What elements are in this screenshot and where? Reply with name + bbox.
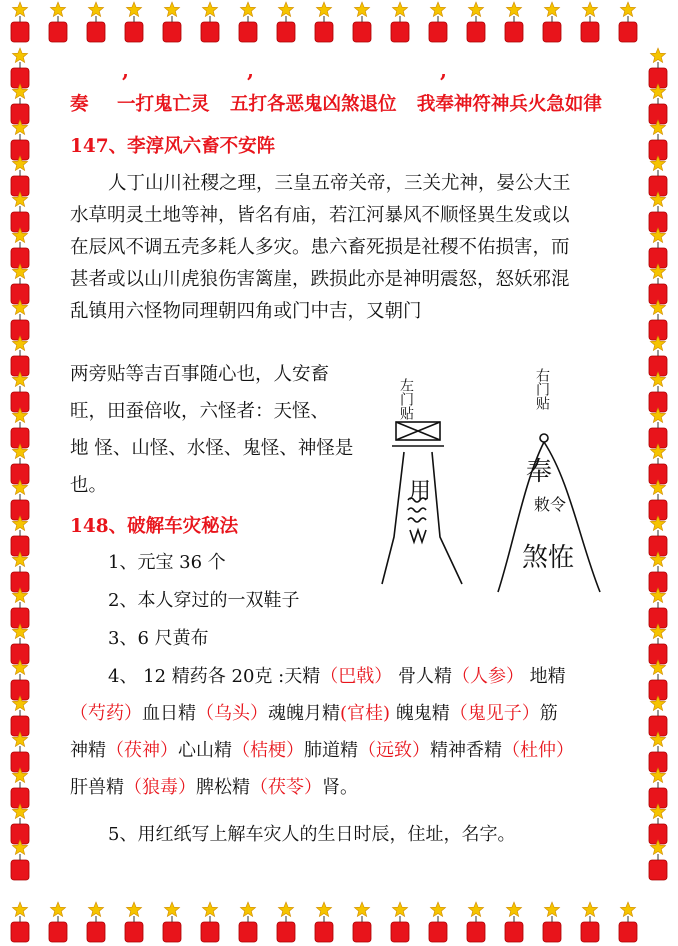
ingredient-text: 脾松精 — [196, 777, 250, 798]
herb-name: （杜仲） — [502, 740, 574, 761]
candle-icon — [649, 480, 667, 520]
ingredient-text: 筋 — [539, 703, 558, 724]
candle-border-bottom — [0, 900, 678, 946]
candle-icon — [649, 48, 667, 88]
candle-icon — [649, 768, 667, 808]
para-line: 人丁山川社稷之理，三皇五帝关帝，三关尤神，晏公大王 — [108, 173, 571, 194]
item4-line — [70, 736, 574, 762]
ingredient-text: 骨人精 — [392, 666, 452, 687]
list-item: 2、本人穿过的一双鞋子 — [108, 590, 300, 611]
candle-icon — [353, 2, 371, 42]
candle-icon — [11, 336, 29, 376]
candle-icon — [11, 300, 29, 340]
candle-icon — [649, 840, 667, 880]
para-line: 地 怪、山怪、水怪、鬼怪、神怪是 — [70, 438, 354, 459]
ingredient-text: 神精 — [70, 740, 106, 761]
herb-name: (官桂) — [340, 703, 391, 724]
ingredient-text: 精神香精 — [430, 740, 502, 761]
ingredient-text: 心山精 — [178, 740, 232, 761]
candle-icon — [11, 768, 29, 808]
candle-icon — [467, 2, 485, 42]
talisman-right-dot — [540, 434, 548, 442]
talisman-left-leg — [382, 452, 404, 584]
candle-icon — [619, 902, 637, 942]
ingredient-text: 肺道精 — [304, 740, 358, 761]
item4-line — [70, 699, 558, 725]
para-line: 也。 — [70, 475, 108, 496]
candle-icon — [11, 660, 29, 700]
ingredient-text: 魂魄月精 — [268, 703, 340, 724]
talisman-left-cross — [396, 422, 440, 440]
candle-icon — [649, 264, 667, 304]
candle-icon — [201, 902, 219, 942]
candle-icon — [649, 84, 667, 124]
talisman-left-leg — [432, 452, 462, 584]
candle-icon — [11, 732, 29, 772]
ingredient-text: 4、 12 精药各 20克 :天精 — [108, 666, 321, 687]
comma-mark: , — [122, 58, 129, 82]
talisman-left-label: 左门贴 — [398, 378, 414, 420]
herb-name: （芍药） — [70, 703, 142, 724]
candle-icon — [163, 2, 181, 42]
candle-icon — [649, 732, 667, 772]
para-line: 两旁贴等吉百事随心也，人安畜 — [70, 364, 330, 385]
candle-icon — [11, 120, 29, 160]
candle-icon — [391, 902, 409, 942]
candle-icon — [239, 2, 257, 42]
herb-name: （桔梗） — [232, 740, 304, 761]
para-line: 在辰风不调五壳多耗人多灾。患六畜死损是社稷不佑损害，而 — [70, 237, 570, 258]
candle-icon — [11, 156, 29, 196]
candle-icon — [87, 902, 105, 942]
para-line: 乱镇用六怪物同理朝四角或门中吉，又朝门 — [70, 301, 422, 322]
header-seg: 我奉神符神兵火急如律 — [416, 94, 602, 115]
candle-icon — [649, 624, 667, 664]
list-item: 5、用红纸写上解车灾人的生日时辰，住址，名字。 — [108, 824, 516, 845]
candle-icon — [649, 120, 667, 160]
candle-icon — [391, 2, 409, 42]
talisman-right-glyph: 煞恠 — [522, 543, 575, 573]
candle-icon — [649, 696, 667, 736]
candle-icon — [649, 804, 667, 844]
item4-line — [70, 773, 358, 799]
candle-icon — [87, 2, 105, 42]
header-seg: 奏 — [70, 94, 89, 115]
candle-icon — [649, 228, 667, 268]
candle-icon — [649, 408, 667, 448]
candle-icon — [467, 902, 485, 942]
herb-name: （巴戟） — [320, 666, 393, 687]
ingredient-text: 肾。 — [322, 777, 358, 798]
item4-line — [108, 662, 566, 688]
section-147-title: 147、李淳风六畜不安阵 — [70, 136, 276, 157]
candle-icon — [543, 2, 561, 42]
herb-name: （茯神） — [106, 740, 178, 761]
section-147-paragraph — [70, 168, 630, 328]
candle-icon — [163, 902, 181, 942]
candle-icon — [49, 2, 67, 42]
talisman-left-glyph: 用 — [409, 479, 432, 504]
door-talisman-drawing — [374, 362, 624, 598]
candle-icon — [239, 902, 257, 942]
candle-icon — [619, 2, 637, 42]
candle-icon — [543, 902, 561, 942]
candle-icon — [649, 156, 667, 196]
candle-icon — [11, 192, 29, 232]
candle-border-right — [638, 0, 678, 946]
candle-border-left — [0, 0, 40, 946]
list-item: 3、6 尺黄布 — [108, 628, 209, 649]
candle-icon — [649, 300, 667, 340]
herb-name: （乌头） — [196, 703, 268, 724]
candle-icon — [125, 2, 143, 42]
herb-name: （远致） — [358, 740, 430, 761]
candle-icon — [581, 2, 599, 42]
para-line: 水草明灵土地等神，皆名有庙，若江河暴风不顺怪異生发或以 — [70, 205, 570, 226]
candle-icon — [649, 660, 667, 700]
candle-icon — [11, 264, 29, 304]
section-148-title: 148、破解车灾秘法 — [70, 516, 239, 537]
candle-icon — [11, 444, 29, 484]
candle-icon — [649, 372, 667, 412]
candle-icon — [201, 2, 219, 42]
header-seg: 一打鬼亡灵 — [116, 94, 210, 115]
ingredient-text: 魄鬼精 — [390, 703, 450, 724]
comma-mark: , — [440, 58, 447, 82]
candle-border-top — [0, 0, 678, 46]
candle-icon — [505, 2, 523, 42]
candle-icon — [649, 552, 667, 592]
candle-icon — [649, 336, 667, 376]
candle-icon — [11, 372, 29, 412]
talisman-right-glyph: 敕令 — [534, 495, 567, 514]
candle-icon — [49, 902, 67, 942]
candle-icon — [353, 902, 371, 942]
candle-icon — [649, 444, 667, 484]
candle-icon — [11, 624, 29, 664]
candle-icon — [11, 48, 29, 88]
candle-icon — [11, 840, 29, 880]
header-seg: 五打各恶鬼凶煞退位 — [229, 94, 397, 115]
ingredient-text: 肝兽精 — [70, 777, 124, 798]
candle-icon — [649, 516, 667, 556]
ingredient-text: 血日精 — [142, 703, 196, 724]
candle-icon — [11, 804, 29, 844]
list-item: 1、元宝 36 个 — [108, 552, 226, 573]
candle-icon — [125, 902, 143, 942]
ingredient-text: 地精 — [523, 666, 566, 687]
candle-icon — [11, 228, 29, 268]
herb-name: （人参） — [451, 666, 524, 687]
candle-icon — [11, 84, 29, 124]
candle-icon — [315, 2, 333, 42]
herb-name: （鬼见子） — [449, 703, 540, 724]
candle-icon — [581, 902, 599, 942]
candle-icon — [315, 902, 333, 942]
candle-icon — [11, 552, 29, 592]
candle-icon — [277, 2, 295, 42]
para-line: 甚者或以山川虎狼伤害篱崖，跌损此亦是神明震怒，怒妖邪混 — [70, 269, 570, 290]
candle-icon — [505, 902, 523, 942]
candle-icon — [11, 696, 29, 736]
talisman-header — [70, 90, 602, 116]
document-page — [62, 58, 622, 898]
herb-name: （茯苓） — [250, 777, 322, 798]
talisman-right-glyph: 奉 — [526, 457, 553, 487]
section-147-side-text — [70, 356, 370, 504]
candle-icon — [649, 588, 667, 628]
para-line: 旺，田蚕倍收，六怪者：天怪、 — [70, 401, 330, 422]
candle-icon — [649, 192, 667, 232]
candle-icon — [11, 408, 29, 448]
comma-mark: , — [247, 58, 254, 82]
candle-icon — [11, 480, 29, 520]
candle-icon — [277, 902, 295, 942]
candle-icon — [11, 588, 29, 628]
candle-icon — [429, 2, 447, 42]
talisman-right-label: 右门贴 — [534, 368, 550, 410]
candle-icon — [429, 902, 447, 942]
candle-icon — [11, 516, 29, 556]
herb-name: （狼毒） — [124, 777, 196, 798]
